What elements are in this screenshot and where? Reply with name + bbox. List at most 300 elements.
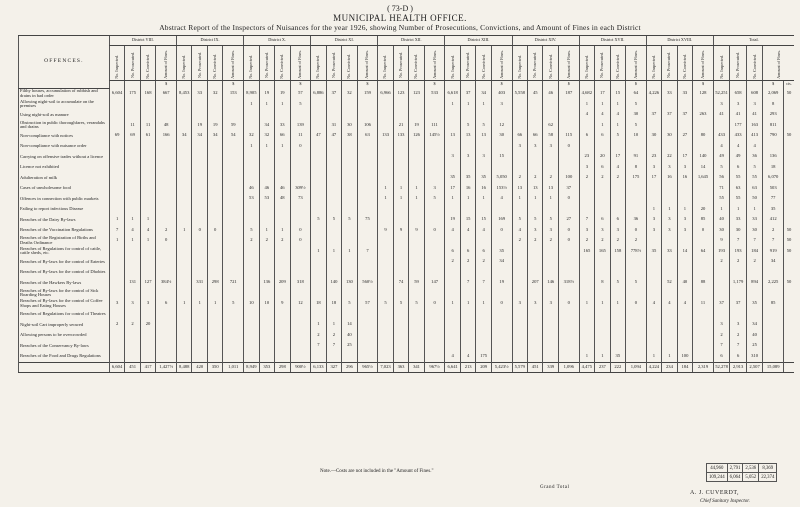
table-cell: 318½ (558, 278, 579, 289)
table-cell (140, 110, 155, 121)
table-cell (342, 152, 357, 163)
table-cell (693, 257, 714, 268)
table-cell (223, 194, 244, 205)
table-cell (763, 330, 784, 341)
table-cell: 20 (140, 320, 155, 331)
table-cell: 5 (342, 299, 357, 310)
table-cell: 8,905 (244, 88, 259, 99)
column-header-label: No. Prosecuted. (196, 52, 202, 79)
table-cell (326, 309, 341, 320)
table-cell (610, 330, 625, 341)
table-cell: 2 (595, 173, 610, 184)
table-cell (476, 236, 491, 247)
table-cell (156, 152, 177, 163)
table-cell (290, 267, 311, 278)
column-header (445, 46, 460, 81)
table-cell (558, 288, 579, 299)
table-cell (512, 246, 527, 257)
offence-label: Breaches of Regulations for control of cattle, cattle sheds, etc. (19, 246, 110, 257)
offence-label: Breaches of the Registration of Births and Deaths Ordinance (19, 236, 110, 247)
unit-label (409, 81, 424, 89)
table-cell (528, 309, 543, 320)
table-cell (223, 204, 244, 215)
table-cell: 3 (662, 225, 677, 236)
table-cell (543, 99, 558, 110)
table-cell: 3 (677, 215, 692, 226)
table-cell: 88 (693, 278, 714, 289)
table-cell: 13 (476, 131, 491, 142)
table-cell (109, 351, 124, 362)
table-cell (192, 204, 207, 215)
unit-label: $ (424, 81, 445, 89)
table-cell (342, 99, 357, 110)
table-cell (290, 257, 311, 268)
table-cell: 0 (558, 299, 579, 310)
column-header-label: Amount of Fines. (297, 49, 303, 79)
table-cell (326, 173, 341, 184)
table-cell: 123 (409, 88, 424, 99)
column-header (176, 46, 191, 81)
table-cell (558, 120, 579, 131)
column-header (259, 46, 274, 81)
total-cell: 52,278 (713, 362, 730, 372)
table-cell: 128 (693, 88, 714, 99)
table-cell (244, 110, 259, 121)
table-cell (558, 320, 579, 331)
table-cell (528, 204, 543, 215)
total-cell: 298 (275, 362, 290, 372)
table-cell: 1 (713, 204, 730, 215)
table-cell: 33 (746, 215, 763, 226)
cents-cell (784, 362, 795, 372)
table-cell: 140 (693, 152, 714, 163)
table-cell (424, 351, 445, 362)
table-cell (156, 330, 177, 341)
table-cell (311, 309, 326, 320)
table-cell: 49 (730, 152, 747, 163)
table-cell: 1 (460, 299, 475, 310)
table-cell: 80 (693, 131, 714, 142)
table-cell (424, 204, 445, 215)
table-cell (156, 351, 177, 362)
table-row (19, 309, 795, 320)
table-cell: 15 (460, 215, 475, 226)
table-cell: 111 (424, 120, 445, 131)
table-cell (342, 141, 357, 152)
table-cell (156, 267, 177, 278)
table-cell (409, 204, 424, 215)
table-cell: 7 (763, 236, 784, 247)
table-cell (595, 267, 610, 278)
table-cell (207, 267, 222, 278)
cents-cell (784, 309, 795, 320)
table-row (19, 131, 795, 142)
table-cell (512, 309, 527, 320)
table-cell (342, 110, 357, 121)
table-cell: 64 (693, 246, 714, 257)
table-cell (207, 99, 222, 110)
table-cell (378, 236, 393, 247)
table-cell: 3 (125, 299, 140, 310)
unit-label (460, 81, 475, 89)
table-cell: 30 (730, 225, 747, 236)
cents-cell: 50 (784, 278, 795, 289)
table-cell (357, 236, 378, 247)
table-cell (393, 141, 408, 152)
table-cell (311, 99, 326, 110)
column-header-label: No. Prosecuted. (129, 52, 135, 79)
table-cell: 2,069 (763, 88, 784, 99)
table-cell (125, 288, 140, 299)
table-cell: 3 (460, 152, 475, 163)
total-cell: 420 (192, 362, 207, 372)
table-cell: 7 (109, 225, 124, 236)
table-cell: 13 (528, 183, 543, 194)
table-cell: 184 (746, 246, 763, 257)
table-cell: 8 (763, 99, 784, 110)
table-cell: 10 (626, 131, 647, 142)
column-header-label: Amount of Fines. (364, 49, 370, 79)
unit-label: $ (357, 81, 378, 89)
table-cell: 57 (357, 299, 378, 310)
table-cell (393, 257, 408, 268)
table-cell: 3 (543, 141, 558, 152)
table-cell (445, 162, 460, 173)
table-cell: 5 (626, 99, 647, 110)
table-cell: 1 (595, 299, 610, 310)
table-cell (109, 204, 124, 215)
table-cell (460, 288, 475, 299)
unit-label (326, 81, 341, 89)
table-cell: 4,682 (579, 88, 594, 99)
district-header: District XVII. (579, 36, 646, 46)
table-cell: 1 (746, 204, 763, 215)
table-cell (290, 320, 311, 331)
table-cell (595, 320, 610, 331)
table-cell (558, 110, 579, 121)
table-cell: 894 (746, 278, 763, 289)
unit-label (259, 81, 274, 89)
table-cell (662, 183, 677, 194)
column-header (223, 46, 244, 81)
table-cell: 187 (558, 88, 579, 99)
cents-cell (784, 215, 795, 226)
table-cell (207, 162, 222, 173)
table-cell: 1 (610, 99, 625, 110)
table-cell (662, 99, 677, 110)
table-cell: 25 (746, 341, 763, 352)
table-cell (393, 341, 408, 352)
table-cell (357, 225, 378, 236)
table-cell (677, 183, 692, 194)
table-cell: 667 (156, 88, 177, 99)
column-header (326, 46, 341, 81)
table-cell: 85 (763, 299, 784, 310)
table-cell: 3 (646, 215, 661, 226)
table-cell (393, 246, 408, 257)
table-cell: 1 (244, 141, 259, 152)
table-cell: 163 (746, 120, 763, 131)
table-cell: 1 (595, 120, 610, 131)
column-header-label: No. Prosecuted. (465, 52, 471, 79)
cents-cell (784, 194, 795, 205)
total-cell: 4,224 (646, 362, 661, 372)
table-cell: 133 (378, 131, 393, 142)
table-cell (677, 141, 692, 152)
table-cell: 4 (595, 110, 610, 121)
table-cell: 19 (275, 88, 290, 99)
table-cell: 3 (543, 299, 558, 310)
table-cell: 53 (259, 194, 274, 205)
table-cell (512, 278, 527, 289)
table-cell (646, 99, 661, 110)
table-cell (626, 320, 647, 331)
table-cell (244, 341, 259, 352)
table-cell (311, 267, 326, 278)
table-cell (528, 288, 543, 299)
table-row (19, 341, 795, 352)
table-cell: 115 (558, 131, 579, 142)
table-cell: 6 (476, 246, 491, 257)
table-cell (207, 320, 222, 331)
table-cell (579, 120, 594, 131)
table-cell (140, 194, 155, 205)
table-row (19, 194, 795, 205)
column-header (424, 46, 445, 81)
table-cell: 15 (491, 152, 512, 163)
table-cell (109, 288, 124, 299)
table-cell: 1 (207, 299, 222, 310)
table-cell: 85 (693, 215, 714, 226)
table-cell (677, 120, 692, 131)
table-cell (595, 288, 610, 299)
table-cell (512, 152, 527, 163)
table-cell: 1 (512, 194, 527, 205)
table-cell (746, 288, 763, 299)
table-cell (579, 330, 594, 341)
table-cell (424, 162, 445, 173)
unit-label (378, 81, 393, 89)
total-cell: 1,011 (223, 362, 244, 372)
table-cell (730, 309, 747, 320)
table-cell (378, 351, 393, 362)
table-cell (342, 194, 357, 205)
table-cell (746, 309, 763, 320)
district-header: District XIV. (512, 36, 579, 46)
table-cell (543, 110, 558, 121)
table-cell (223, 351, 244, 362)
grand-total-cell: 6,064 (727, 473, 743, 482)
table-cell (311, 257, 326, 268)
table-cell (378, 152, 393, 163)
table-cell (275, 288, 290, 299)
table-cell (140, 246, 155, 257)
table-cell (476, 267, 491, 278)
table-cell (125, 99, 140, 110)
unit-label (543, 81, 558, 89)
table-cell: 5 (610, 131, 625, 142)
table-cell: 2 (445, 257, 460, 268)
table-cell (244, 246, 259, 257)
table-cell (491, 320, 512, 331)
table-cell: 5 (476, 120, 491, 131)
table-cell (646, 236, 661, 247)
page-number: ( 73-D ) (387, 4, 413, 13)
table-row (19, 236, 795, 247)
table-cell: 13 (543, 183, 558, 194)
table-cell: 126 (409, 131, 424, 142)
district-header: District IX. (176, 36, 243, 46)
table-cell: 63 (746, 183, 763, 194)
table-cell: 6 (610, 215, 625, 226)
table-cell (207, 194, 222, 205)
table-cell (156, 141, 177, 152)
table-cell (207, 173, 222, 184)
table-cell: 175 (476, 351, 491, 362)
table-cell (713, 120, 730, 131)
table-cell (677, 267, 692, 278)
table-cell (491, 110, 512, 121)
table-cell (357, 204, 378, 215)
total-cell: 451 (528, 362, 543, 372)
table-cell (357, 288, 378, 299)
table-cell (693, 236, 714, 247)
table-cell: 34 (763, 257, 784, 268)
column-header (595, 46, 610, 81)
table-cell: 1 (595, 99, 610, 110)
table-cell: 2 (476, 257, 491, 268)
table-cell: 1 (528, 194, 543, 205)
total-cell: 213 (460, 362, 475, 372)
table-cell (223, 341, 244, 352)
table-cell: 15 (610, 88, 625, 99)
table-cell: 3 (610, 225, 625, 236)
table-cell: 75 (357, 215, 378, 226)
table-cell (109, 152, 124, 163)
table-cell: 5,050 (491, 173, 512, 184)
table-cell: 0 (693, 225, 714, 236)
table-cell (244, 215, 259, 226)
grand-total-cell: 44,960 (707, 464, 728, 473)
table-cell: 1 (176, 299, 191, 310)
table-cell (460, 267, 475, 278)
table-cell (393, 351, 408, 362)
table-cell (424, 173, 445, 184)
table-cell: 7 (326, 341, 341, 352)
table-cell (357, 162, 378, 173)
table-cell: 193 (713, 246, 730, 257)
table-cell: 175 (125, 88, 140, 99)
table-cell (244, 162, 259, 173)
total-cell: 6,604 (109, 362, 124, 372)
table-cell: 310 (746, 351, 763, 362)
cents-cell (784, 341, 795, 352)
table-cell: 5 (311, 215, 326, 226)
totals-label (19, 362, 110, 372)
table-cell (579, 194, 594, 205)
table-cell (763, 351, 784, 362)
table-cell (409, 246, 424, 257)
table-cell: 30 (713, 225, 730, 236)
offence-label: Obstruction in public thoroughfares, verandahs and drains (19, 120, 110, 131)
table-cell (677, 99, 692, 110)
table-cell (713, 288, 730, 299)
page-heading: MUNICIPAL HEALTH OFFICE. (333, 13, 467, 23)
table-cell: 53 (244, 194, 259, 205)
table-cell (512, 341, 527, 352)
table-cell: 56 (713, 173, 730, 184)
table-cell (528, 110, 543, 121)
table-cell (342, 351, 357, 362)
table-cell (311, 194, 326, 205)
table-cell (290, 215, 311, 226)
column-header-label: No. Convicted. (212, 53, 218, 79)
table-cell (125, 194, 140, 205)
table-cell: 790 (763, 131, 784, 142)
table-cell (646, 288, 661, 299)
unit-label (207, 81, 222, 89)
table-cell (528, 320, 543, 331)
table-cell: 52,251 (713, 88, 730, 99)
table-cell: 30 (626, 110, 647, 121)
table-cell (125, 246, 140, 257)
table-cell: 4 (512, 225, 527, 236)
table-cell: 73 (290, 194, 311, 205)
table-cell (693, 341, 714, 352)
table-cell (579, 183, 594, 194)
table-cell (409, 141, 424, 152)
table-cell: 14 (342, 320, 357, 331)
table-cell: 27 (558, 215, 579, 226)
table-cell: 66 (528, 131, 543, 142)
table-cell (409, 320, 424, 331)
table-cell (290, 173, 311, 184)
table-cell (156, 309, 177, 320)
table-cell: 0 (207, 225, 222, 236)
table-cell (192, 99, 207, 110)
table-cell (528, 267, 543, 278)
table-cell (512, 162, 527, 173)
table-cell (626, 141, 647, 152)
table-cell (290, 341, 311, 352)
table-cell (357, 320, 378, 331)
table-cell: 318 (290, 278, 311, 289)
table-cell (275, 330, 290, 341)
table-cell: 17 (445, 183, 460, 194)
table-cell: 146 (543, 278, 558, 289)
table-cell: 16 (677, 173, 692, 184)
table-cell (357, 110, 378, 121)
table-cell: 6 (595, 131, 610, 142)
table-cell (290, 309, 311, 320)
table-cell (460, 141, 475, 152)
table-cell: 34 (176, 131, 191, 142)
table-cell (677, 288, 692, 299)
table-cell: 1 (109, 236, 124, 247)
table-cell (558, 341, 579, 352)
table-cell (259, 110, 274, 121)
table-cell (342, 173, 357, 184)
table-cell (223, 225, 244, 236)
table-cell: 33 (275, 120, 290, 131)
grand-total-cell: 22,374 (759, 473, 777, 482)
total-cell: 184 (677, 362, 692, 372)
table-cell: 17 (610, 152, 625, 163)
table-cell: 4 (125, 225, 140, 236)
table-cell (125, 309, 140, 320)
table-cell: 1 (543, 194, 558, 205)
table-cell: 136 (259, 278, 274, 289)
